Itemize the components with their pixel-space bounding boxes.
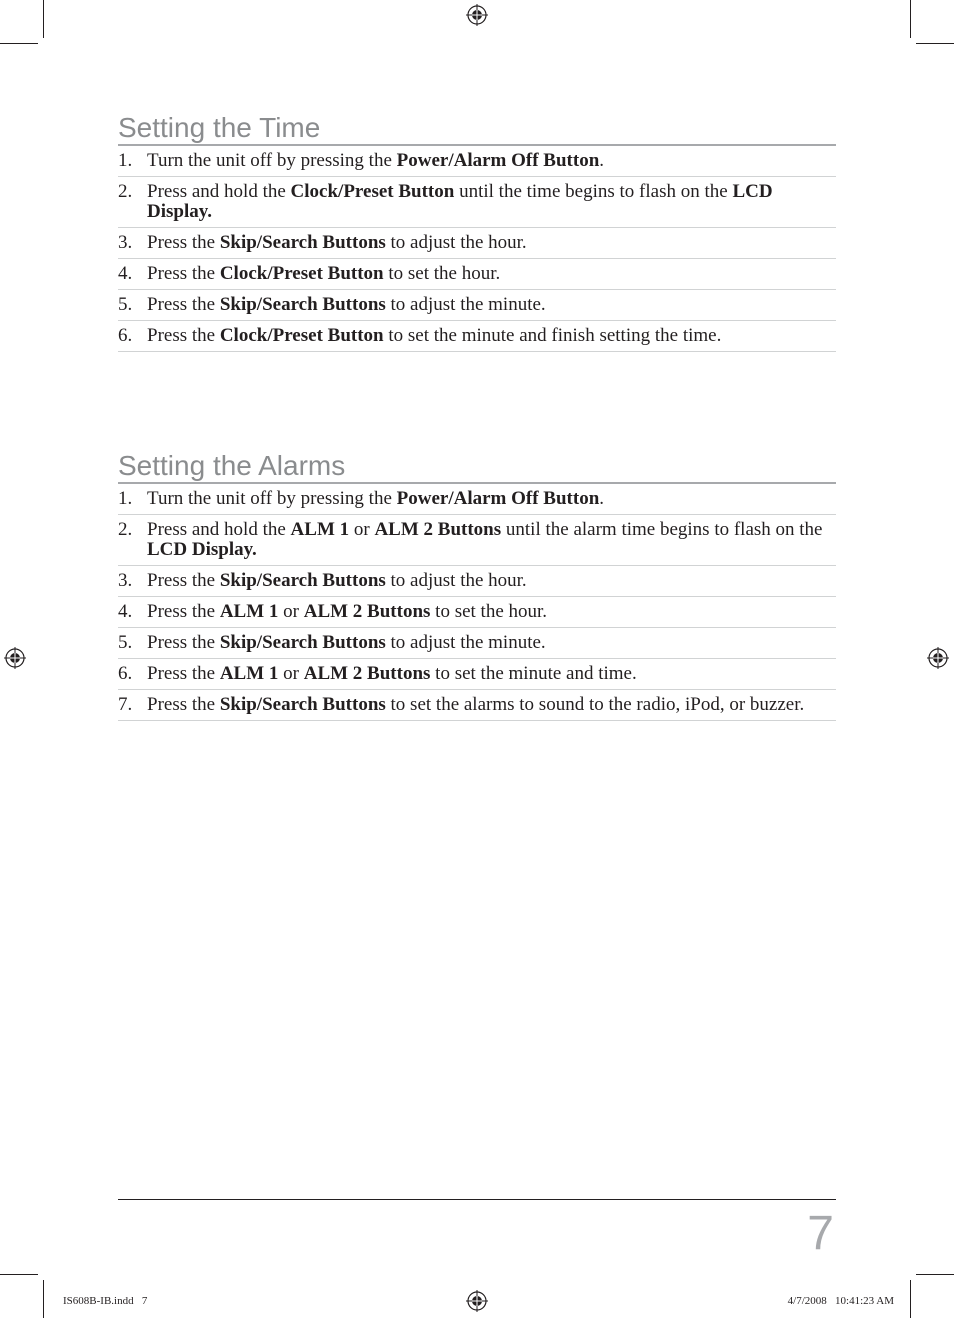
list-item [118,177,836,228]
list-item [118,290,836,321]
bold-term: Power/Alarm Off Button [396,488,600,509]
step-text [147,602,836,622]
step-number: 1. [118,488,133,509]
registration-mark-icon [466,4,488,26]
text-run: to adjust the hour. [385,232,527,253]
text-run: Press the [147,294,220,315]
text-run: to set the hour. [430,601,548,622]
text-run: Turn the unit off by pressing the [147,488,397,509]
step-number: 5. [118,294,133,315]
text-run: . [599,150,605,171]
bold-term: Skip/Search Buttons [219,694,386,715]
section-setting-alarms [118,451,836,721]
crop-mark [916,1274,954,1275]
section-title: Setting the Time [118,113,836,146]
step-text [147,633,836,653]
crop-mark [910,0,911,38]
bold-term: Clock/Preset Button [219,263,384,284]
text-run: to adjust the hour. [385,570,527,591]
list-item [118,484,836,515]
list-item [118,566,836,597]
bold-term: LCD Display. [147,181,773,222]
bold-term: ALM 2 Buttons [374,519,502,540]
step-text [147,326,836,346]
step-text [147,264,836,284]
text-run: to adjust the minute. [385,294,546,315]
list-item [118,515,836,566]
list-item [118,690,836,721]
step-number: 6. [118,325,133,346]
text-run: or [349,519,375,540]
step-list [118,484,836,721]
crop-mark [910,1280,911,1318]
crop-mark [0,43,38,44]
step-number: 2. [118,519,133,540]
step-list [118,146,836,352]
bold-term: ALM 1 [219,663,279,684]
text-run: Press the [147,601,220,622]
text-run: to set the minute and time. [430,663,637,684]
text-run: to adjust the minute. [385,632,546,653]
bold-term: LCD Display. [147,539,257,560]
text-run: or [278,601,304,622]
step-number: 3. [118,570,133,591]
step-number: 1. [118,150,133,171]
text-run: Press and hold the [147,519,291,540]
bold-term: ALM 2 Buttons [303,601,431,622]
list-item [118,597,836,628]
crop-mark [43,1280,44,1318]
bold-term: Power/Alarm Off Button [396,150,600,171]
step-text [147,182,836,222]
step-text [147,520,836,560]
list-item [118,228,836,259]
bold-term: Skip/Search Buttons [219,232,386,253]
text-run: Press and hold the [147,181,291,202]
registration-mark-icon [4,647,26,669]
text-run: Press the [147,632,220,653]
text-run: Press the [147,663,220,684]
slug-timestamp: 4/7/2008 10:41:23 AM [787,1295,894,1307]
text-run: Press the [147,263,220,284]
text-run: . [599,488,605,509]
registration-mark-icon [927,647,949,669]
page-number: 7 [807,1207,834,1260]
bold-term: ALM 2 Buttons [303,663,431,684]
text-run: Press the [147,325,220,346]
text-run: Press the [147,694,220,715]
list-item [118,259,836,290]
bold-term: Skip/Search Buttons [219,632,386,653]
section-setting-time [118,113,836,352]
step-number: 4. [118,601,133,622]
list-item [118,321,836,352]
list-item [118,146,836,177]
crop-mark [43,0,44,38]
step-text [147,295,836,315]
step-number: 5. [118,632,133,653]
section-title: Setting the Alarms [118,451,836,484]
step-text [147,233,836,253]
step-text [147,664,836,684]
registration-mark-icon [466,1290,488,1312]
text-run: to set the hour. [383,263,501,284]
step-number: 4. [118,263,133,284]
bold-term: Clock/Preset Button [219,325,384,346]
bold-term: ALM 1 [219,601,279,622]
bold-term: ALM 1 [290,519,350,540]
step-number: 6. [118,663,133,684]
step-text [147,489,836,509]
text-run: Press the [147,232,220,253]
bold-term: Skip/Search Buttons [219,294,386,315]
step-number: 7. [118,694,133,715]
bold-term: Clock/Preset Button [290,181,455,202]
step-number: 2. [118,181,133,202]
list-item [118,659,836,690]
step-number: 3. [118,232,133,253]
footer-rule [118,1199,836,1200]
step-text [147,151,836,171]
bold-term: Skip/Search Buttons [219,570,386,591]
crop-mark [0,1274,38,1275]
list-item [118,628,836,659]
text-run: until the time begins to flash on the [454,181,733,202]
text-run: or [278,663,304,684]
text-run: Turn the unit off by pressing the [147,150,397,171]
crop-mark [916,43,954,44]
text-run: to set the alarms to sound to the radio, iPod, or buzzer. [385,694,805,715]
text-run: to set the minute and finish setting the time. [383,325,722,346]
slug-file: IS608B-IB.indd 7 [63,1295,148,1307]
step-text [147,571,836,591]
step-text [147,695,836,715]
text-run: Press the [147,570,220,591]
text-run: until the alarm time begins to flash on the [501,519,823,540]
